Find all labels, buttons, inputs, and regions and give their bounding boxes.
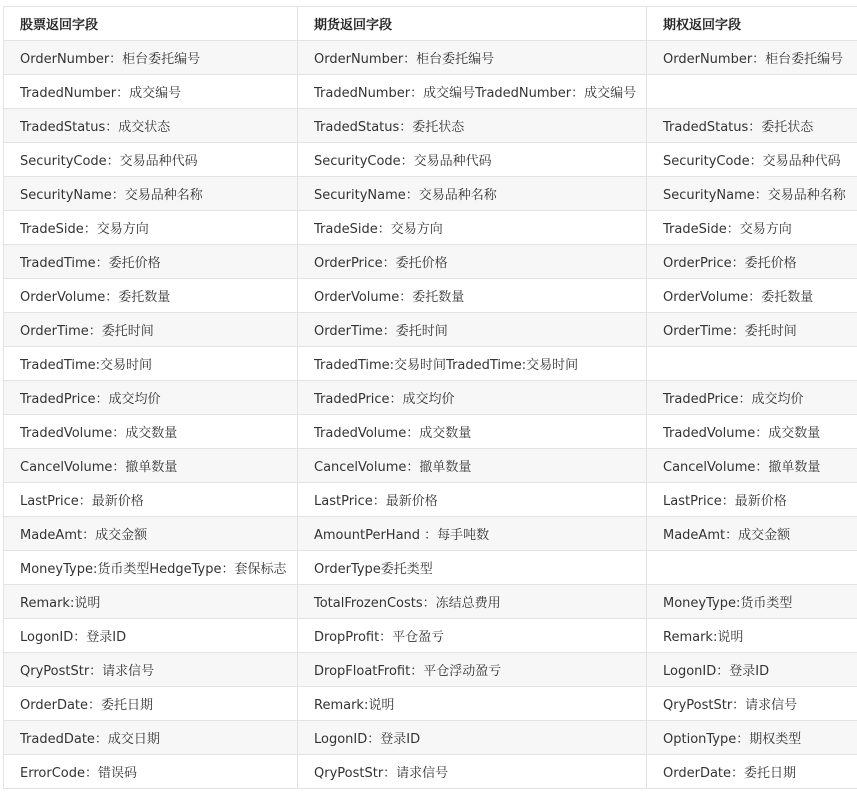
stock-field-cell: TradedDate：成交日期 bbox=[4, 721, 298, 755]
options-field-cell: OrderDate：委托日期 bbox=[647, 755, 857, 789]
table-row bbox=[4, 415, 857, 449]
options-field-cell: SecurityName：交易品种名称 bbox=[647, 177, 857, 211]
futures-field-cell: CancelVolume：撤单数量 bbox=[298, 449, 647, 483]
table-row bbox=[4, 551, 857, 585]
options-field-cell: OrderPrice：委托价格 bbox=[647, 245, 857, 279]
futures-field-cell: TradedVolume：成交数量 bbox=[298, 415, 647, 449]
table-row bbox=[4, 109, 857, 143]
table-row bbox=[4, 41, 857, 75]
futures-field-cell: LastPrice：最新价格 bbox=[298, 483, 647, 517]
stock-field-cell: SecurityName：交易品种名称 bbox=[4, 177, 298, 211]
table-row bbox=[4, 245, 857, 279]
stock-field-cell: SecurityCode：交易品种代码 bbox=[4, 143, 298, 177]
futures-field-cell: OrderVolume：委托数量 bbox=[298, 279, 647, 313]
stock-field-cell: OrderTime：委托时间 bbox=[4, 313, 298, 347]
options-field-cell: LogonID：登录ID bbox=[647, 653, 857, 687]
table-row bbox=[4, 347, 857, 381]
options-field-cell: TradedPrice：成交均价 bbox=[647, 381, 857, 415]
table-row bbox=[4, 143, 857, 177]
options-field-cell: MoneyType:货币类型 bbox=[647, 585, 857, 619]
stock-field-cell: MoneyType:货币类型HedgeType：套保标志 bbox=[4, 551, 298, 585]
futures-field-cell: QryPostStr：请求信号 bbox=[298, 755, 647, 789]
header-stock-fields: 股票返回字段 bbox=[4, 7, 298, 41]
futures-field-cell: OrderNumber：柜台委托编号 bbox=[298, 41, 647, 75]
stock-field-cell: TradedPrice：成交均价 bbox=[4, 381, 298, 415]
options-field-cell: OrderNumber：柜台委托编号 bbox=[647, 41, 857, 75]
options-field-cell: OrderTime：委托时间 bbox=[647, 313, 857, 347]
stock-field-cell: LogonID：登录ID bbox=[4, 619, 298, 653]
futures-field-cell: OrderTime：委托时间 bbox=[298, 313, 647, 347]
table-header-row bbox=[4, 7, 857, 41]
stock-field-cell: QryPostStr：请求信号 bbox=[4, 653, 298, 687]
options-field-cell: QryPostStr：请求信号 bbox=[647, 687, 857, 721]
stock-field-cell: TradedNumber：成交编号 bbox=[4, 75, 298, 109]
table-row bbox=[4, 721, 857, 755]
futures-field-cell: TradedTime:交易时间TradedTime:交易时间 bbox=[298, 347, 647, 381]
futures-field-cell: SecurityName：交易品种名称 bbox=[298, 177, 647, 211]
options-field-cell: TradeSide：交易方向 bbox=[647, 211, 857, 245]
options-field-cell: LastPrice：最新价格 bbox=[647, 483, 857, 517]
options-field-cell bbox=[647, 75, 857, 109]
stock-field-cell: Remark:说明 bbox=[4, 585, 298, 619]
table-row bbox=[4, 75, 857, 109]
table-row bbox=[4, 653, 857, 687]
stock-field-cell: TradedTime：委托价格 bbox=[4, 245, 298, 279]
table-row bbox=[4, 449, 857, 483]
stock-field-cell: OrderDate：委托日期 bbox=[4, 687, 298, 721]
futures-field-cell: TradedStatus：委托状态 bbox=[298, 109, 647, 143]
stock-field-cell: TradeSide：交易方向 bbox=[4, 211, 298, 245]
stock-field-cell: OrderNumber：柜台委托编号 bbox=[4, 41, 298, 75]
stock-field-cell: OrderVolume：委托数量 bbox=[4, 279, 298, 313]
header-futures-fields: 期货返回字段 bbox=[298, 7, 647, 41]
options-field-cell: MadeAmt：成交金额 bbox=[647, 517, 857, 551]
table-row bbox=[4, 619, 857, 653]
futures-field-cell: TotalFrozenCosts：冻结总费用 bbox=[298, 585, 647, 619]
table-row bbox=[4, 687, 857, 721]
table-row bbox=[4, 313, 857, 347]
stock-field-cell: CancelVolume：撤单数量 bbox=[4, 449, 298, 483]
stock-field-cell: TradedTime:交易时间 bbox=[4, 347, 298, 381]
options-field-cell: SecurityCode：交易品种代码 bbox=[647, 143, 857, 177]
options-field-cell: TradedStatus：委托状态 bbox=[647, 109, 857, 143]
stock-field-cell: ErrorCode：错误码 bbox=[4, 755, 298, 789]
stock-field-cell: TradedVolume：成交数量 bbox=[4, 415, 298, 449]
futures-field-cell: LogonID：登录ID bbox=[298, 721, 647, 755]
futures-field-cell: DropFloatFrofit：平仓浮动盈亏 bbox=[298, 653, 647, 687]
futures-field-cell: TradedNumber：成交编号TradedNumber：成交编号 bbox=[298, 75, 647, 109]
futures-field-cell: OrderType委托类型 bbox=[298, 551, 647, 585]
table-row bbox=[4, 755, 857, 789]
futures-field-cell: TradeSide：交易方向 bbox=[298, 211, 647, 245]
table-row bbox=[4, 279, 857, 313]
options-field-cell bbox=[647, 347, 857, 381]
return-fields-table bbox=[3, 6, 857, 789]
options-field-cell: OrderVolume：委托数量 bbox=[647, 279, 857, 313]
table-row bbox=[4, 177, 857, 211]
futures-field-cell: SecurityCode：交易品种代码 bbox=[298, 143, 647, 177]
futures-field-cell: Remark:说明 bbox=[298, 687, 647, 721]
futures-field-cell: AmountPerHand ：每手吨数 bbox=[298, 517, 647, 551]
table-body bbox=[4, 41, 857, 789]
stock-field-cell: MadeAmt：成交金额 bbox=[4, 517, 298, 551]
futures-field-cell: DropProfit：平仓盈亏 bbox=[298, 619, 647, 653]
options-field-cell: Remark:说明 bbox=[647, 619, 857, 653]
header-options-fields: 期权返回字段 bbox=[647, 7, 857, 41]
table-row bbox=[4, 381, 857, 415]
table-row bbox=[4, 211, 857, 245]
stock-field-cell: LastPrice：最新价格 bbox=[4, 483, 298, 517]
options-field-cell: OptionType：期权类型 bbox=[647, 721, 857, 755]
table-row bbox=[4, 483, 857, 517]
table-row bbox=[4, 585, 857, 619]
futures-field-cell: OrderPrice：委托价格 bbox=[298, 245, 647, 279]
futures-field-cell: TradedPrice：成交均价 bbox=[298, 381, 647, 415]
options-field-cell: CancelVolume：撤单数量 bbox=[647, 449, 857, 483]
stock-field-cell: TradedStatus：成交状态 bbox=[4, 109, 298, 143]
options-field-cell: TradedVolume：成交数量 bbox=[647, 415, 857, 449]
table-row bbox=[4, 517, 857, 551]
options-field-cell bbox=[647, 551, 857, 585]
